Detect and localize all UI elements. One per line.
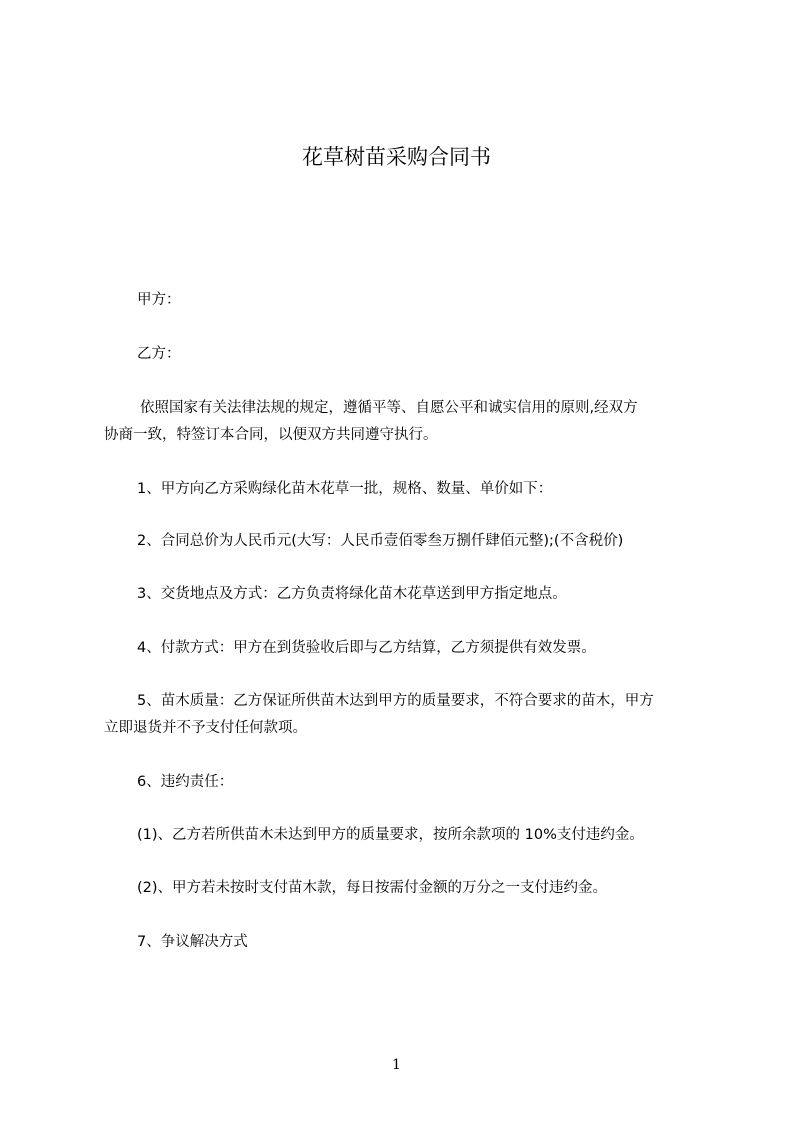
clause-1: 1、甲方向乙方采购绿化苗木花草一批，规格、数量、单价如下： <box>137 481 553 497</box>
party-b-label: 乙方： <box>137 346 181 362</box>
clause-6-item-2: (2)、甲方若未按时支付苗木款，每日按需付金额的万分之一支付违约金。 <box>137 880 608 896</box>
clause-2: 2、合同总价为人民币元(大写：人民币壹佰零叁万捌仟肆佰元整);(不含税价) <box>137 533 624 549</box>
page-number: 1 <box>392 1057 401 1073</box>
clause-5-line-1: 5、苗木质量：乙方保证所供苗木达到甲方的质量要求，不符合要求的苗木，甲方 <box>137 693 654 709</box>
party-a-label: 甲方： <box>137 292 181 308</box>
clause-4: 4、付款方式：甲方在到货验收后即与乙方结算，乙方须提供有效发票。 <box>137 640 596 656</box>
document-title: 花草树苗采购合同书 <box>302 145 491 169</box>
clause-5-line-2: 立即退货并不予支付任何款项。 <box>104 720 307 736</box>
clause-6: 6、违约责任： <box>137 774 234 790</box>
preamble-line-1: 依照国家有关法律法规的规定，遵循平等、自愿公平和诚实信用的原则,经双方 <box>140 400 638 416</box>
clause-3: 3、交货地点及方式：乙方负责将绿化苗木花草送到甲方指定地点。 <box>137 586 567 602</box>
clause-6-item-1: (1)、乙方若所供苗木未达到甲方的质量要求，按所余款项的 10%支付违约金。 <box>137 827 644 843</box>
preamble-line-2: 协商一致，特签订本合同，以便双方共同遵守执行。 <box>104 427 438 443</box>
clause-7: 7、争议解决方式 <box>137 934 248 950</box>
